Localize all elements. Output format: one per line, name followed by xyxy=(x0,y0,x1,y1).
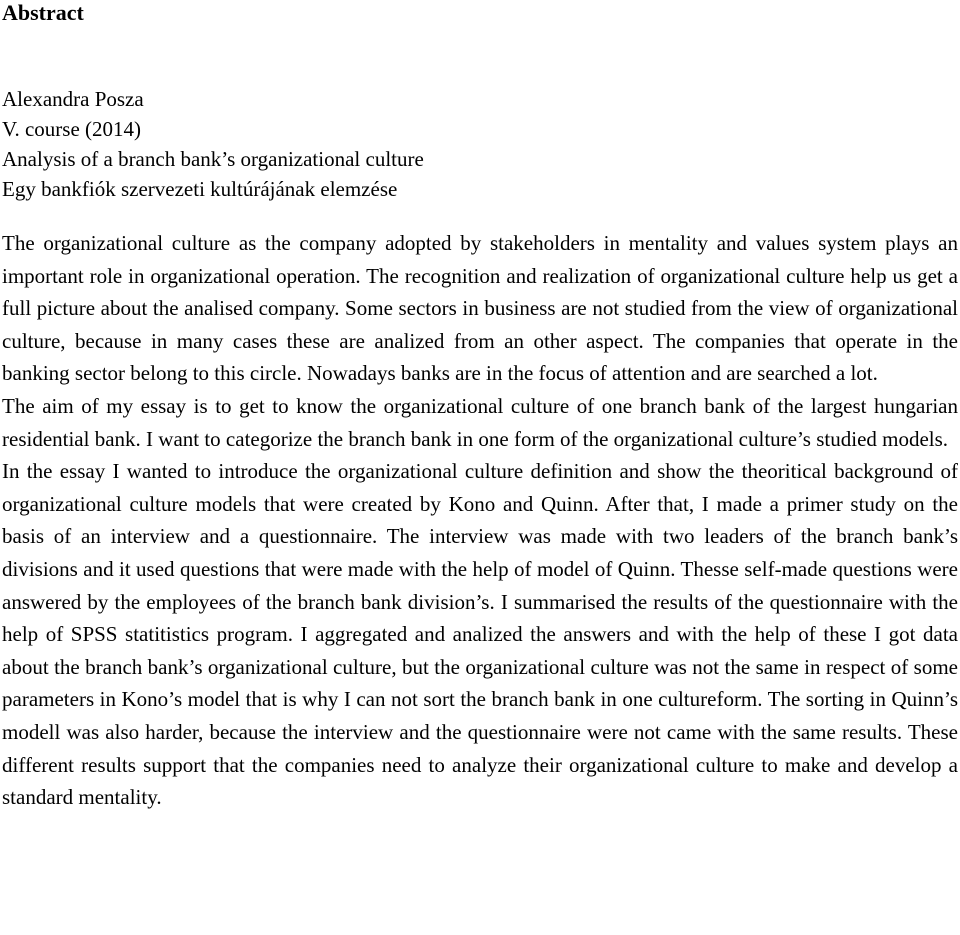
author-name: Alexandra Posza xyxy=(2,87,144,111)
abstract-heading: Abstract xyxy=(2,0,84,25)
title-hungarian: Egy bankfiók szervezeti kultúrájának elemzése xyxy=(2,177,398,201)
course-info: V. course (2014) xyxy=(2,117,142,141)
abstract-paragraph-1: The organizational culture as the company adopted by stakeholders in mentality and values system plays an important role in organizational operation. The recognition and realization of organizational culture help us get a full picture about the analised company. Some sectors in business are not studied from the view of organizational culture, because in many cases these are analized from an other aspect. The companies that operate in the banking sector belong to this circle. Nowadays banks are in the focus of attention and are searched a lot. xyxy=(2,231,958,386)
abstract-paragraph-3: In the essay I wanted to introduce the organizational culture definition and show the theoritical background of organizational culture models that were created by Kono and Quinn. After that, I made a primer study on the basis of an interview and a questionnaire. The interview was made with two leaders of the branch bank’s divisions and it used questions that were made with the help of model of Quinn. Thesse self-made questions were answered by the employees of the branch bank division’s. I summarised the results of the questionnaire with the help of SPSS statitistics program. I aggregated and analized the answers and with the help of these I got data about the branch bank’s organizational culture, but the organizational culture was not the same in respect of some parameters in Kono’s model that is why I can not sort the branch bank in one cultureform. The sorting in Quinn’s modell was also harder, because the interview and the questionnaire were not came with the same results. These different results support that the companies need to analyze their organizational culture to make and develop a standard mentality. xyxy=(2,459,958,810)
abstract-body xyxy=(2,227,958,814)
title-english: Analysis of a branch bank’s organizational culture xyxy=(2,147,424,171)
abstract-paragraph-2: The aim of my essay is to get to know the organizational culture of one branch bank of the largest hungarian residential bank. I want to categorize the branch bank in one form of the organizational culture’s studied models. xyxy=(2,393,958,451)
document-page xyxy=(2,0,958,814)
document-meta xyxy=(2,84,958,204)
